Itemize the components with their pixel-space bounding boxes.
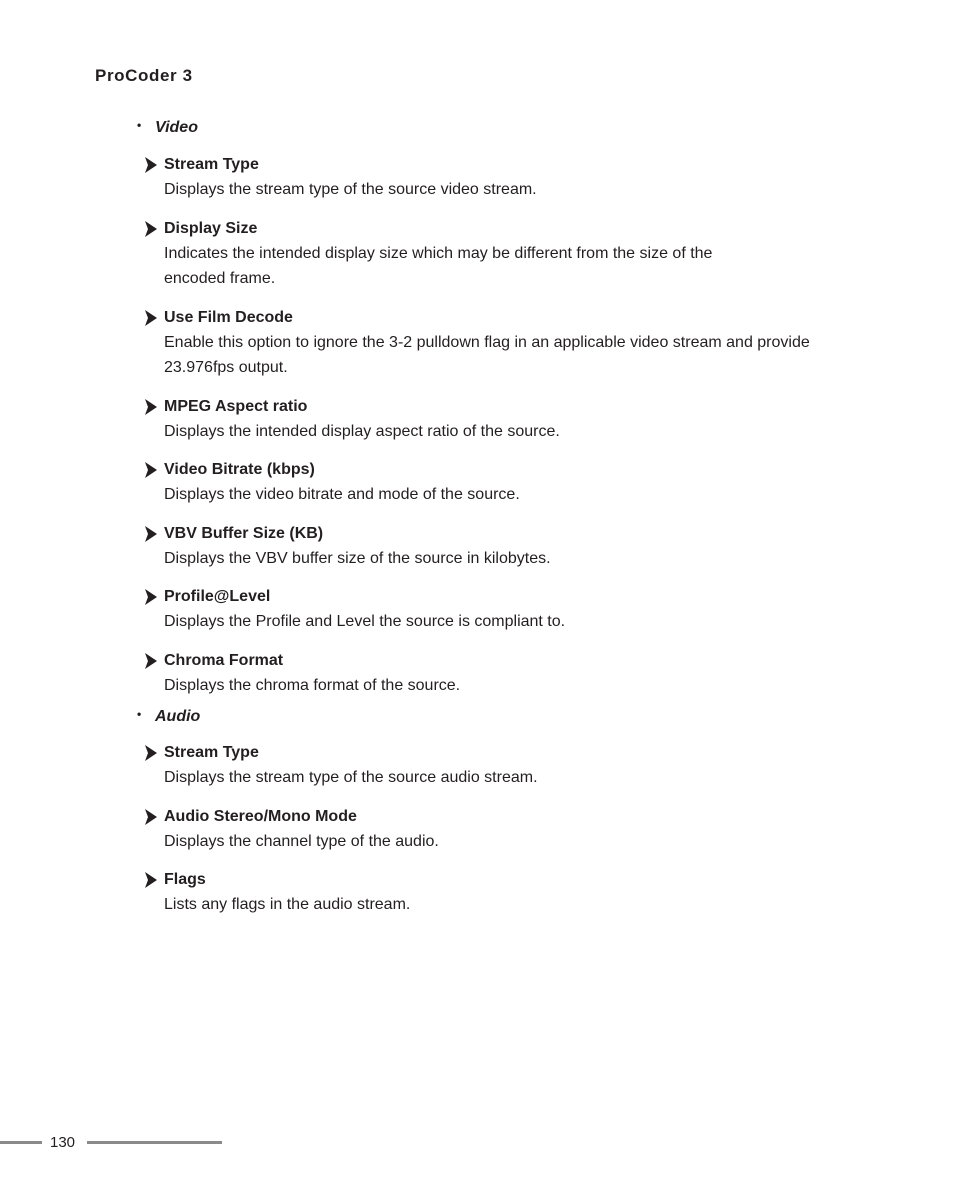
arrow-right-icon xyxy=(144,310,158,326)
item-heading xyxy=(0,307,954,329)
arrow-right-icon xyxy=(144,809,158,825)
arrow-right-icon xyxy=(144,589,158,605)
item-description: Displays the video bitrate and mode of the source. xyxy=(164,486,520,503)
list-item xyxy=(0,218,954,292)
item-heading xyxy=(0,742,954,764)
list-item xyxy=(0,650,954,699)
item-title: VBV Buffer Size (KB) xyxy=(164,524,324,542)
arrow-right-icon xyxy=(144,157,158,173)
item-title: Stream Type xyxy=(164,744,259,761)
list-item xyxy=(0,869,954,918)
item-title: Use Film Decode xyxy=(164,308,293,326)
bullet-icon: • xyxy=(137,707,142,721)
section-heading xyxy=(0,118,954,140)
section-title: Video xyxy=(155,119,198,136)
item-title: Stream Type xyxy=(164,156,259,173)
item-description: Lists any flags in the audio stream. xyxy=(164,896,411,913)
item-heading xyxy=(0,459,954,481)
item-description: Displays the stream type of the source video stream. xyxy=(164,181,537,198)
list-item xyxy=(0,806,954,855)
item-heading xyxy=(0,586,954,608)
footer-rule-left xyxy=(0,1141,42,1144)
item-description: Enable this option to ignore the 3-2 pulldown flag in an applicable video stream and provide 23.976fps output. xyxy=(164,333,810,376)
list-item xyxy=(0,586,954,635)
list-item xyxy=(0,523,954,572)
item-description: Indicates the intended display size which may be different from the size of the encoded frame. xyxy=(164,244,713,287)
item-description: Displays the channel type of the audio. xyxy=(164,832,439,850)
page-header-title: ProCoder 3 xyxy=(95,66,193,85)
item-heading xyxy=(0,523,954,545)
item-heading xyxy=(0,869,954,891)
item-description: Displays the stream type of the source audio stream. xyxy=(164,769,538,786)
section-video xyxy=(0,118,954,698)
arrow-right-icon xyxy=(144,221,158,237)
section-heading xyxy=(0,707,954,729)
item-title: Profile@Level xyxy=(164,588,271,605)
item-heading xyxy=(0,396,954,418)
item-heading xyxy=(0,806,954,828)
arrow-right-icon xyxy=(144,526,158,542)
page-content xyxy=(0,118,954,933)
item-heading xyxy=(0,650,954,672)
arrow-right-icon xyxy=(144,462,158,478)
arrow-right-icon xyxy=(144,872,158,888)
arrow-right-icon xyxy=(144,399,158,415)
item-title: MPEG Aspect ratio xyxy=(164,397,308,415)
arrow-right-icon xyxy=(144,745,158,761)
list-item xyxy=(0,154,954,203)
list-item xyxy=(0,742,954,791)
item-description: Displays the Profile and Level the source is compliant to. xyxy=(164,613,566,630)
list-item xyxy=(0,459,954,508)
item-description: Displays the VBV buffer size of the source in kilobytes. xyxy=(164,549,551,567)
bullet-icon: • xyxy=(137,118,142,132)
item-title: Audio Stereo/Mono Mode xyxy=(164,807,357,825)
list-item xyxy=(0,307,954,381)
item-heading xyxy=(0,218,954,240)
item-title: Display Size xyxy=(164,219,258,237)
item-title: Flags xyxy=(164,871,206,888)
item-description: Displays the intended display aspect ratio of the source. xyxy=(164,422,560,440)
page-number: 130 xyxy=(50,1134,76,1151)
section-title: Audio xyxy=(155,708,201,725)
item-heading xyxy=(0,154,954,176)
item-title: Chroma Format xyxy=(164,651,284,669)
list-item xyxy=(0,396,954,445)
footer-rule-right xyxy=(87,1141,222,1144)
item-title: Video Bitrate (kbps) xyxy=(164,461,315,478)
section-audio xyxy=(0,707,954,918)
item-description: Displays the chroma format of the source. xyxy=(164,676,461,694)
arrow-right-icon xyxy=(144,653,158,669)
